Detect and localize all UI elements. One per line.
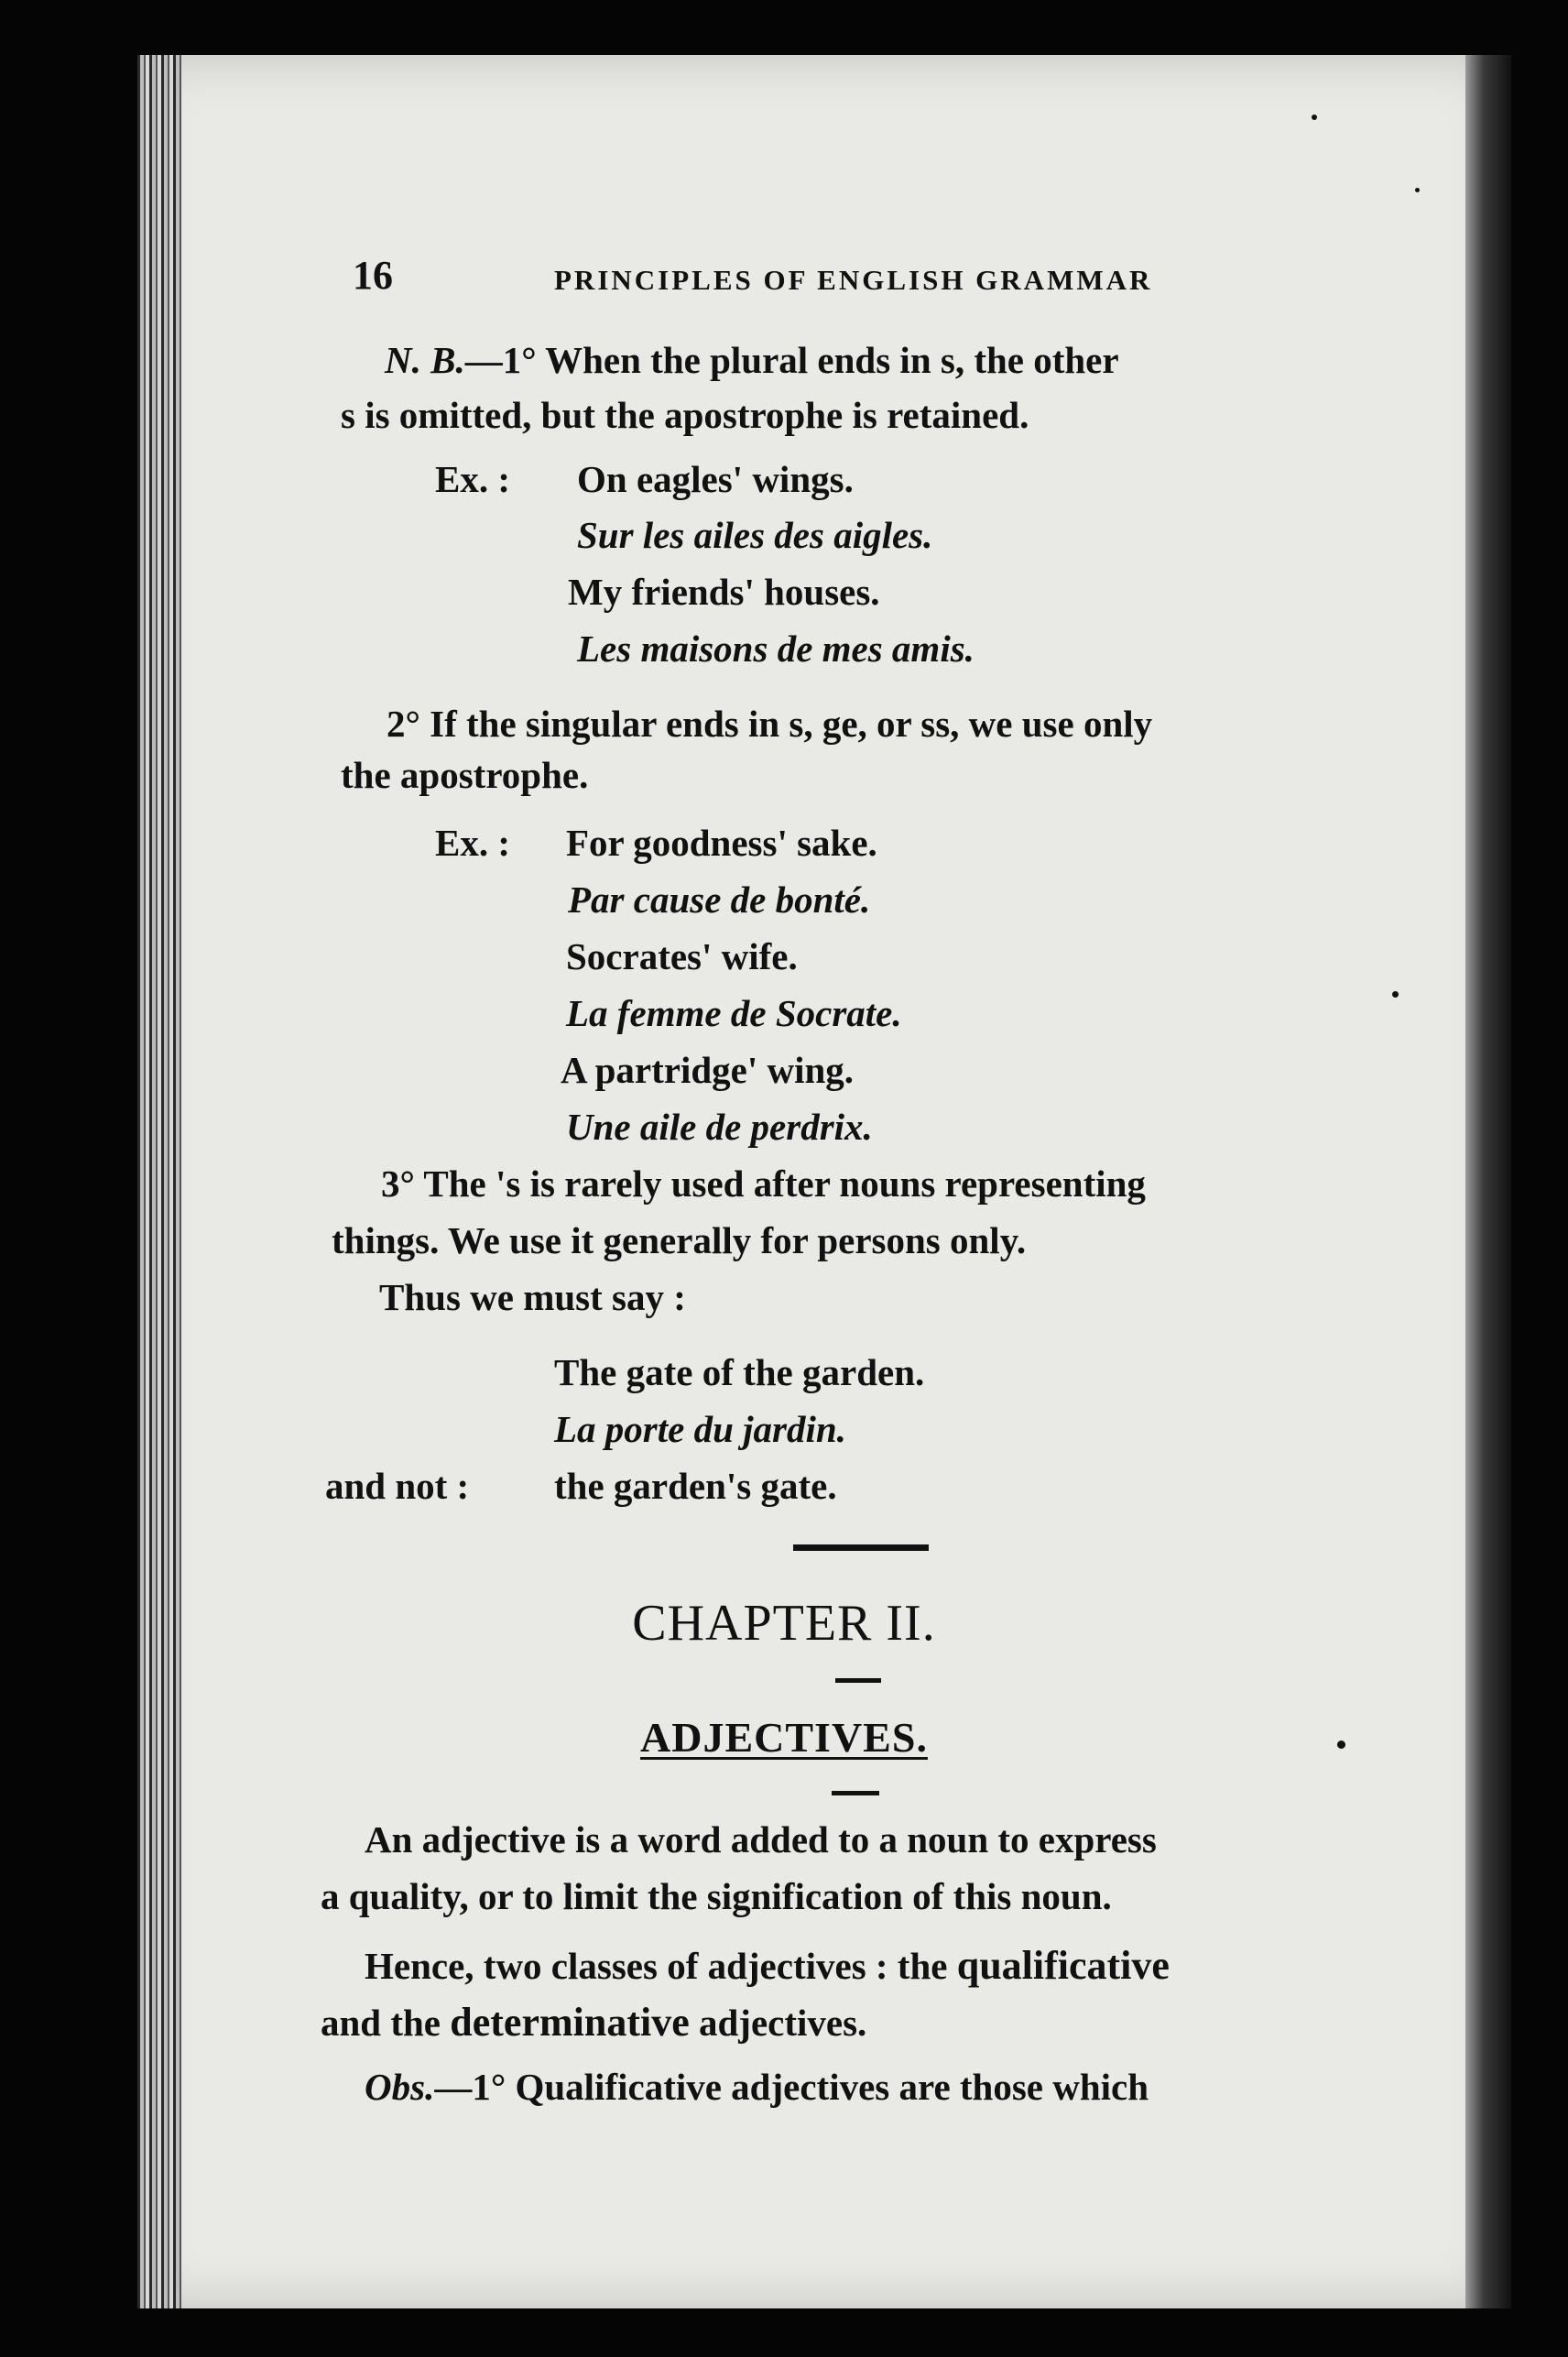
para-2-line-2-text-c: adjectives. [689, 2002, 867, 2044]
rule-3-line-1: 3° The 's is rarely used after nouns representing [381, 1162, 1146, 1205]
running-head: PRINCIPLES OF ENGLISH GRAMMAR [554, 264, 1153, 296]
section-dash [832, 1791, 879, 1795]
scan-speck [1415, 188, 1420, 192]
nb-label: N. B. [385, 339, 465, 381]
chapter-top-rule [793, 1544, 929, 1551]
example-2-line-5: A partridge' wing. [561, 1049, 855, 1091]
para-2-line-2 [321, 2002, 866, 2043]
nb-line-1-text: —1° When the plural ends in s, the other [464, 339, 1119, 381]
example-2-line-3: Socrates' wife. [566, 935, 798, 977]
example-3-line-2: La porte du jardin. [554, 1408, 846, 1450]
scan-speck [1392, 991, 1399, 998]
scan-speck [1312, 115, 1317, 120]
nb-line-2: s is omitted, but the apostrophe is retained. [341, 394, 1029, 436]
section-title: ADJECTIVES. [640, 1714, 928, 1761]
nb-line-1 [385, 339, 1119, 381]
page-number: 16 [353, 253, 393, 298]
chapter-title: CHAPTER II. [632, 1595, 936, 1652]
example-1-label: Ex. : [435, 458, 510, 500]
para-2-line-1-text: Hence, two classes of adjectives : the [365, 1945, 957, 1987]
example-1-line-3: My friends' houses. [568, 571, 880, 613]
and-not-text: the garden's gate. [554, 1465, 837, 1507]
example-1-line-1: On eagles' wings. [577, 458, 854, 500]
page-right-edge [1465, 55, 1511, 2308]
example-2-line-4: La femme de Socrate. [566, 992, 902, 1034]
example-2-line-6: Une aile de perdrix. [566, 1106, 873, 1148]
obs-line-text: —1° Qualificative adjectives are those which [434, 2066, 1149, 2108]
and-not-label: and not : [325, 1465, 470, 1507]
obs-label: Obs. [365, 2066, 435, 2108]
example-2-label: Ex. : [435, 822, 510, 864]
example-1-line-2: Sur les ailes des aigles. [577, 514, 933, 556]
para-1-line-1: An adjective is a word added to a noun to express [365, 1818, 1157, 1861]
para-2-line-1 [365, 1943, 1170, 1988]
term-qualificative: qualificative [956, 1943, 1170, 1988]
example-2-line-1: For goodness' sake. [566, 822, 877, 864]
rule-3-line-2: things. We use it generally for persons only. [332, 1219, 1027, 1261]
example-2-line-2: Par cause de bonté. [568, 878, 871, 921]
example-1-line-4: Les maisons de mes amis. [577, 627, 975, 670]
obs-line [365, 2068, 1149, 2106]
rule-2-line-1: 2° If the singular ends in s, ge, or ss, we use only [387, 703, 1153, 745]
chapter-dash [835, 1678, 881, 1683]
rule-2-line-2: the apostrophe. [341, 754, 589, 796]
para-1-line-2: a quality, or to limit the signification of this noun. [321, 1875, 1112, 1917]
term-determinative: determinative [450, 2000, 690, 2045]
scan-speck [1337, 1740, 1345, 1749]
rule-3-line-3: Thus we must say : [379, 1276, 686, 1318]
page-binding-edge [137, 55, 181, 2308]
para-2-line-2-text-a: and the [321, 2002, 451, 2044]
example-3-line-1: The gate of the garden. [554, 1351, 925, 1393]
